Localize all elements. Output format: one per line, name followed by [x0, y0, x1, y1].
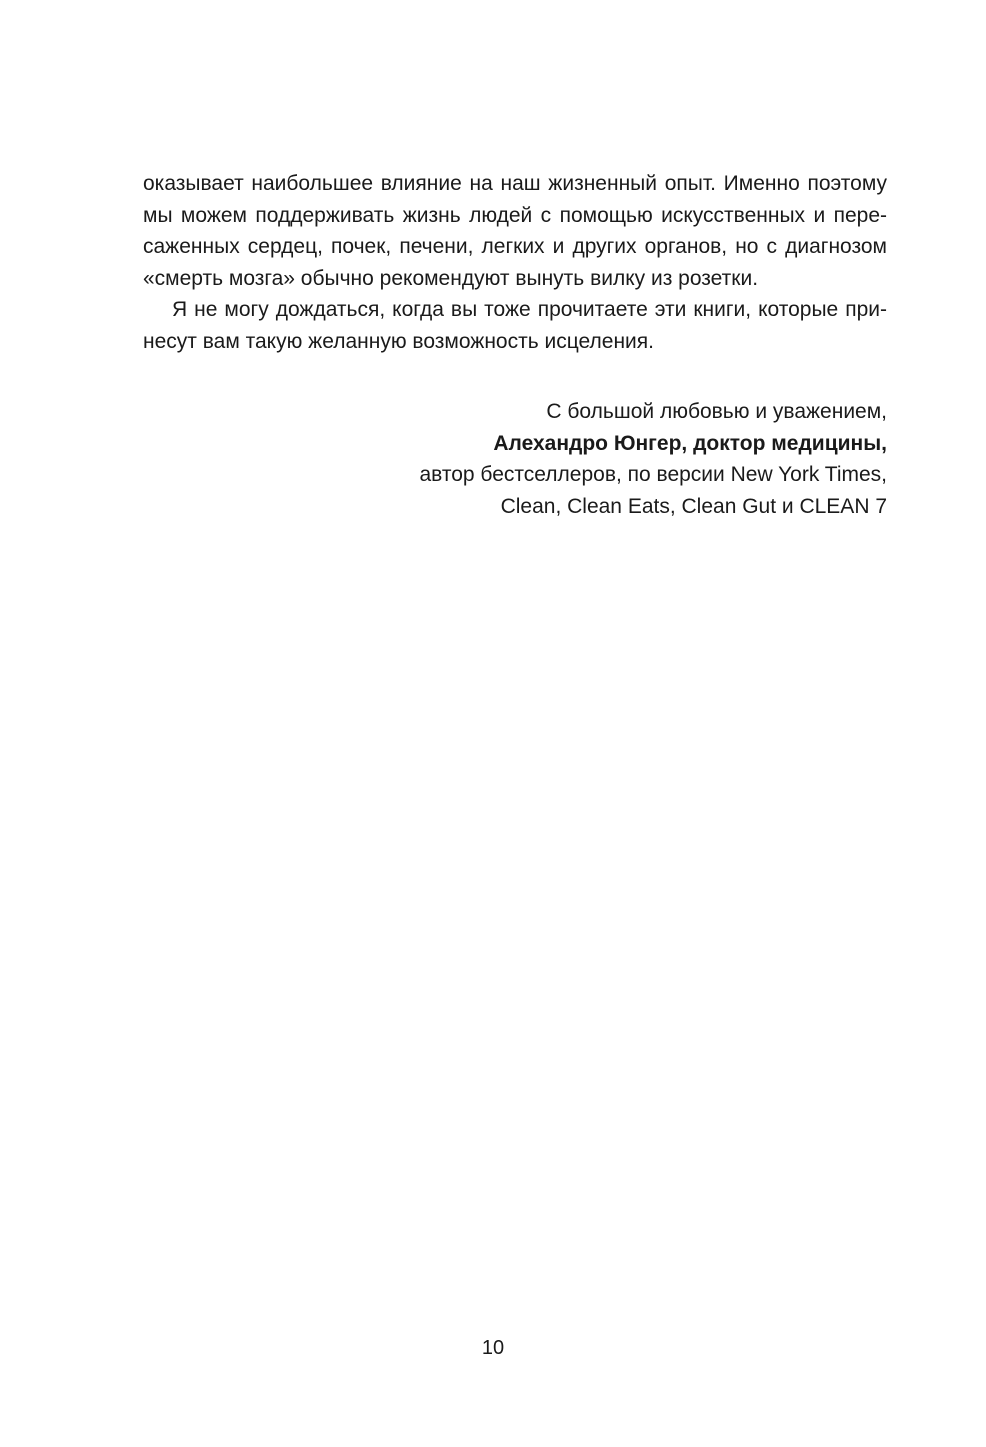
text-line: саженных сердец, почек, печени, легких и других органов, но с диагнозом — [143, 235, 887, 258]
signature-block — [419, 396, 887, 522]
text-line: Я не могу дождаться, когда вы тоже прочитаете эти книги, которые при- — [172, 298, 887, 321]
page-number: 10 — [481, 1337, 505, 1359]
signature-credentials: автор бестселлеров, по версии New York Times, — [419, 463, 887, 486]
body-text — [143, 168, 887, 357]
text-line: оказывает наибольшее влияние на наш жизненный опыт. Именно поэтому — [143, 172, 887, 195]
signature-closing: С большой любовью и уважением, — [546, 400, 887, 423]
signature-name: Алехандро Юнгер, доктор медицины, — [493, 431, 887, 455]
text-line: «смерть мозга» обычно рекомендуют вынуть вилку из розетки. — [143, 266, 759, 290]
text-line: мы можем поддерживать жизнь людей с помощью искусственных и пере- — [143, 203, 887, 227]
signature-credentials: Clean, Clean Eats, Clean Gut и CLEAN 7 — [500, 494, 887, 518]
text-line: несут вам такую желанную возможность исцеления. — [143, 329, 654, 353]
